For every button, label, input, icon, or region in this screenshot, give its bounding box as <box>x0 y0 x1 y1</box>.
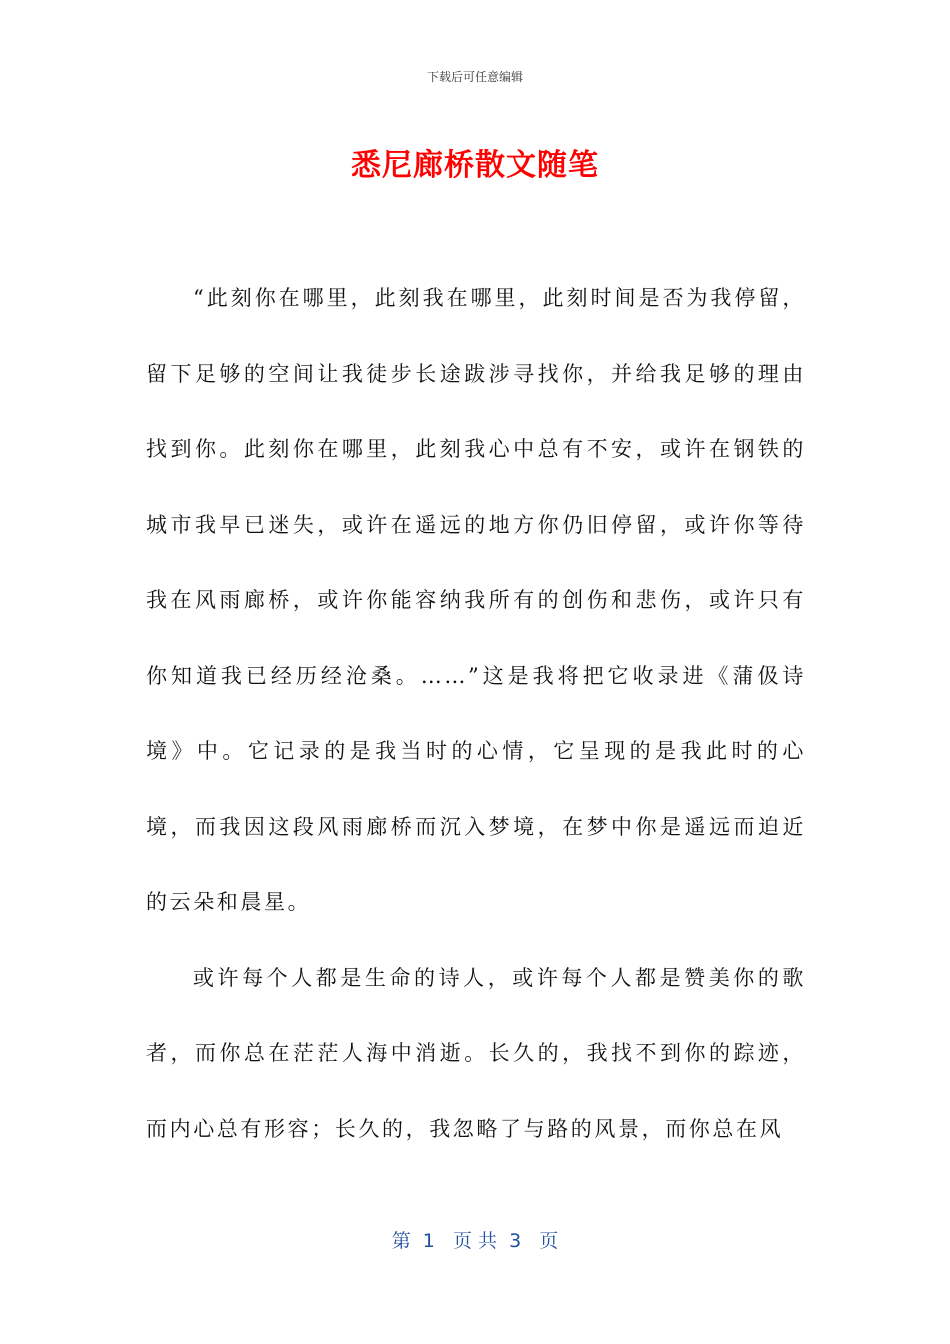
paragraph-1: “此刻你在哪里，此刻我在哪里，此刻时间是否为我停留，留下足够的空间让我徒步长途跋涉寻找你，并给我足够的理由找到你。此刻你在哪里，此刻我心中总有不安，或许在钢铁的城市我早已迷失，或许在遥远的地方你仍旧停留，或许你等待我在风雨廊桥，或许你能容纳我所有的创伤和悲伤，或许只有你知道我已经历经沧桑。……”这是我将把它收录进《蒲伋诗境》中。它记录的是我当时的心情，它呈现的是我此时的心境，而我因这段风雨廊桥而沉入梦境，在梦中你是遥远而迫近的云朵和晨星。 <box>146 286 806 914</box>
document-body <box>146 261 806 1167</box>
header-note: 下载后可任意编辑 <box>426 70 523 84</box>
document-title: 悉尼廊桥散文随笔 <box>351 148 599 183</box>
paragraph-2: 或许每个人都是生命的诗人，或许每个人都是赞美你的歌者，而你总在茫茫人海中消逝。长久的，我找不到你的踪迹，而内心总有形容；长久的，我忽略了与路的风景，而你总在风 <box>146 965 806 1141</box>
page-footer: 第 1 页 共 3 页 <box>391 1230 559 1252</box>
